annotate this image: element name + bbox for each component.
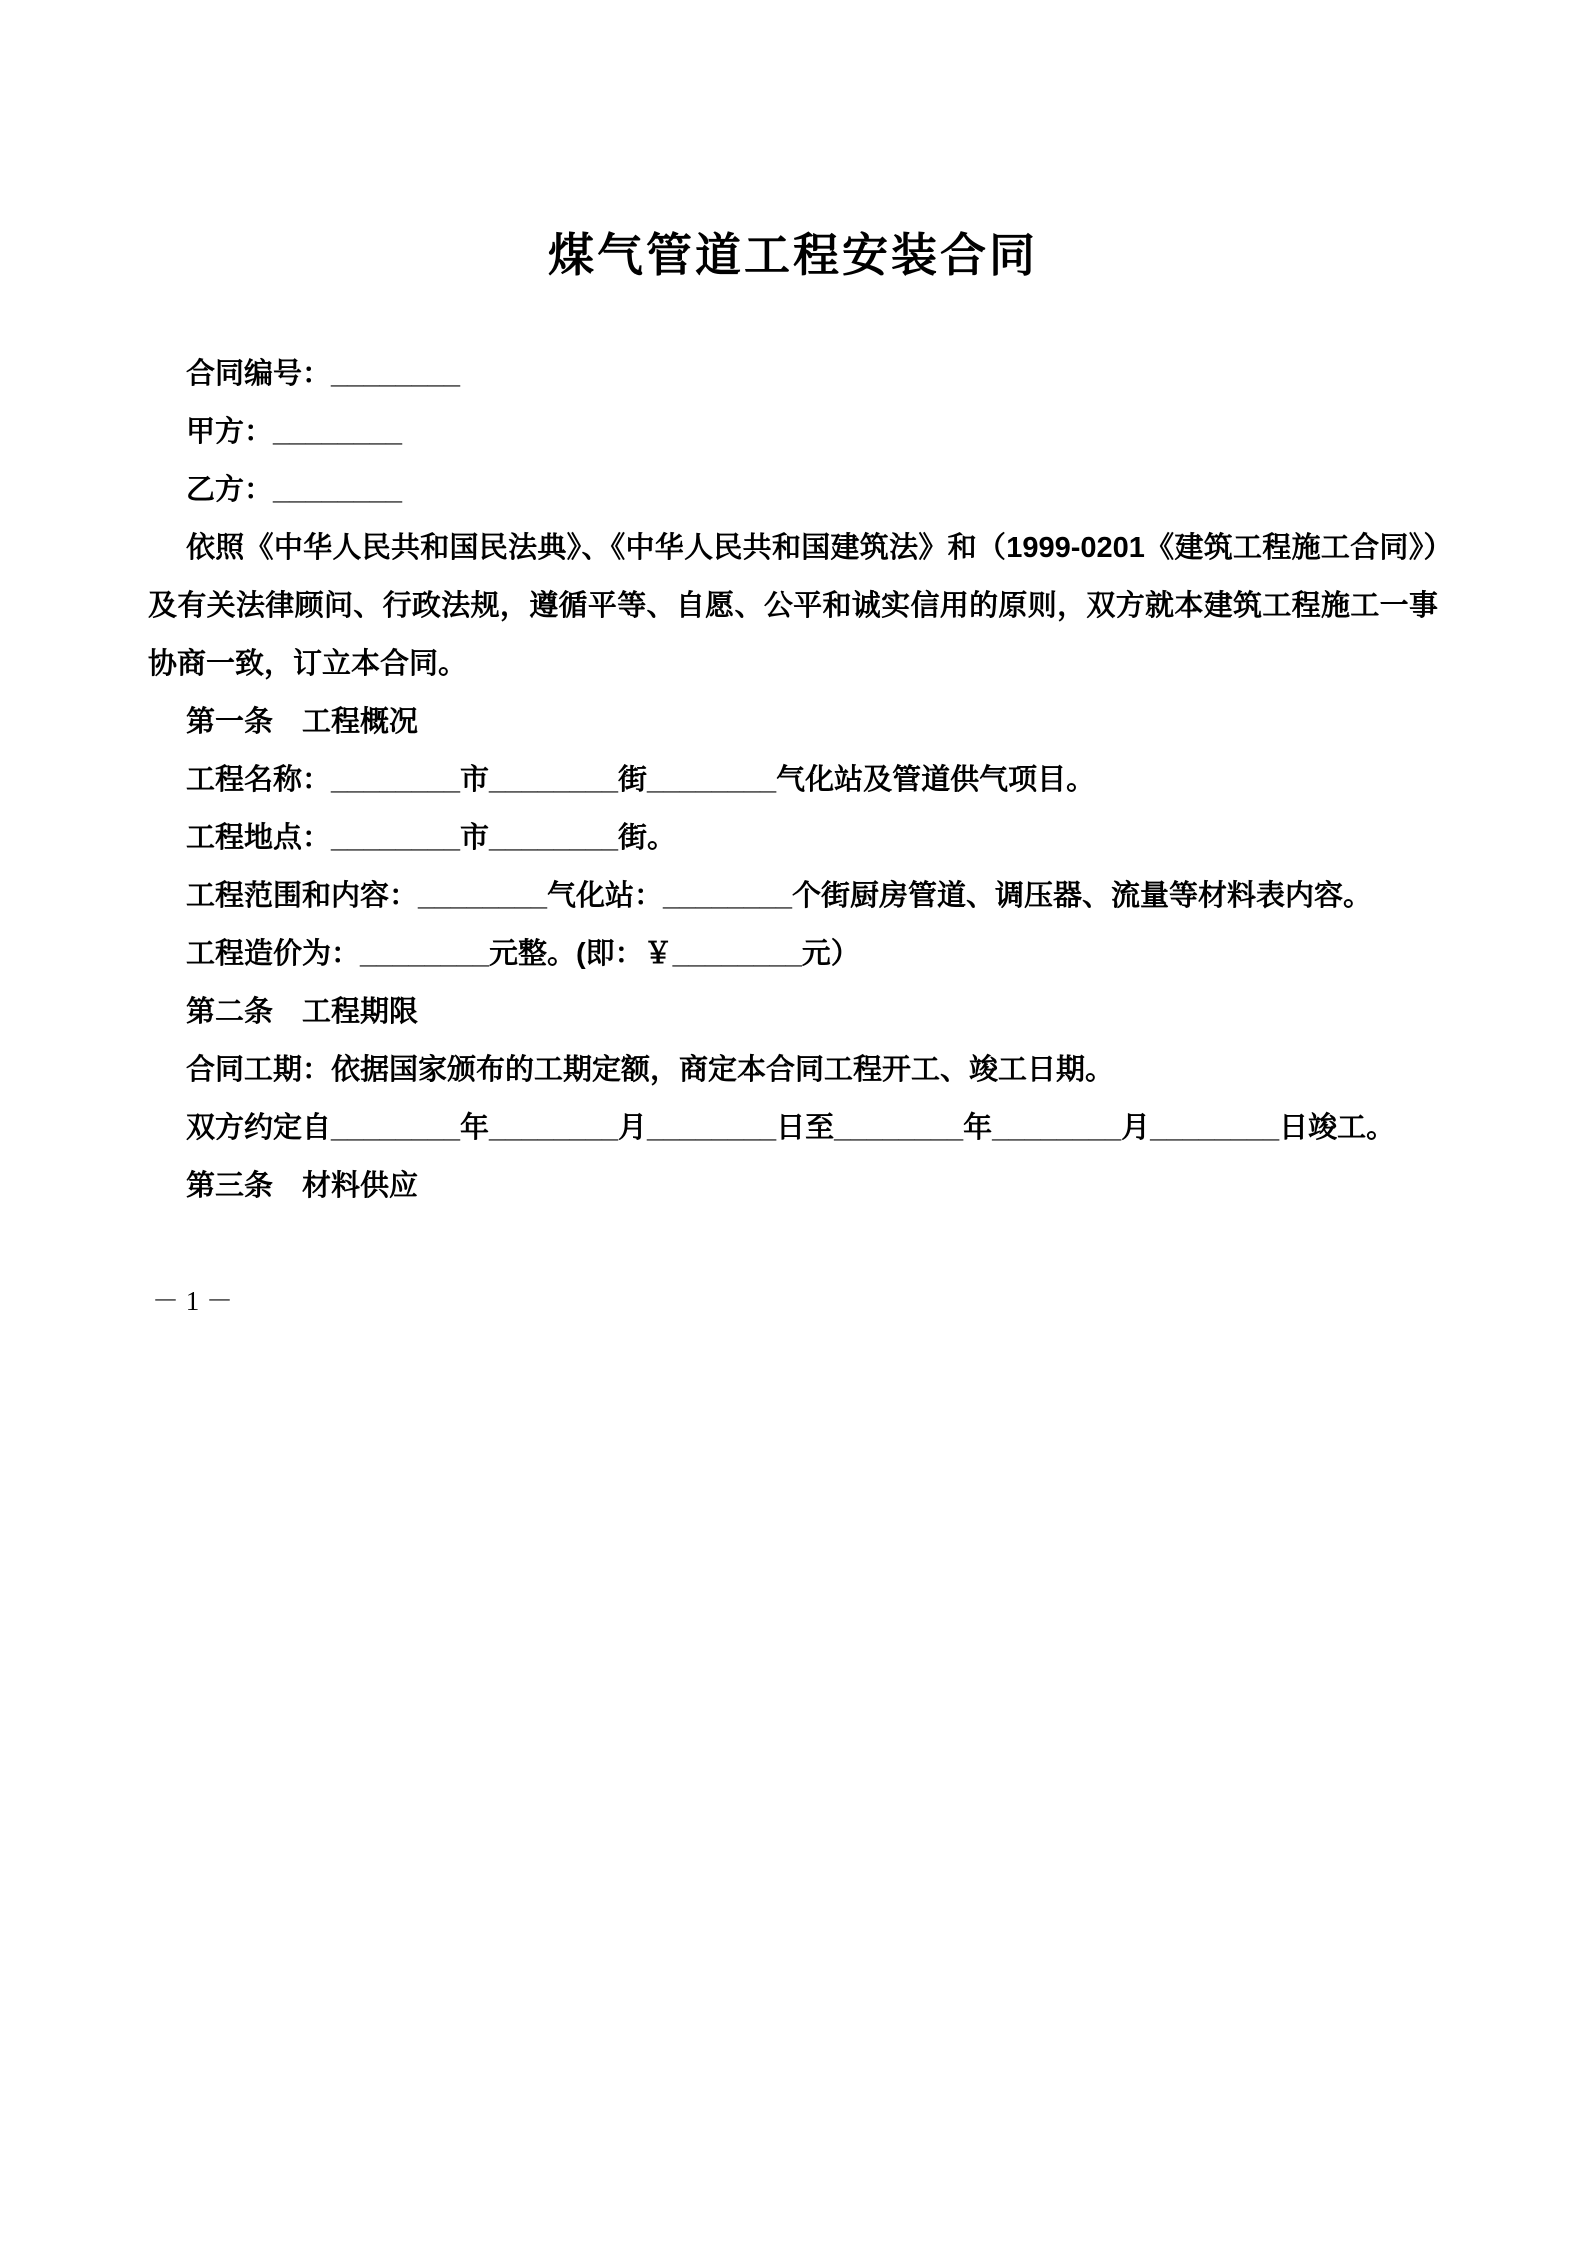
- party-a-line: 甲方：________: [186, 416, 403, 449]
- clause-2-heading: 第二条 工程期限: [186, 996, 419, 1029]
- page-number: － 1 －: [152, 1286, 233, 1317]
- project-location-line: 工程地点：________市________街。: [186, 822, 677, 855]
- project-name-line: 工程名称：________市________街________气化站及管道供气项目。: [186, 764, 1096, 797]
- document-title: 煤气管道工程安装合同: [548, 229, 1038, 281]
- contract-number-line: 合同编号：________: [186, 358, 461, 391]
- contract-duration-line: 合同工期：依据国家颁布的工期定额，商定本合同工程开工、竣工日期。: [186, 1054, 1115, 1087]
- party-b-line: 乙方：________: [186, 474, 403, 507]
- clause-1-heading: 第一条 工程概况: [186, 706, 419, 739]
- document-body: [148, 345, 1438, 1215]
- project-scope-paragraph: 工程范围和内容：________气化站：________个街厨房管道、调压器、流量等材料表内容。: [186, 880, 1373, 913]
- preamble-paragraph: 依照《中华人民共和国民法典》、《中华人民共和国建筑法》和（1999-0201《建筑工程施工合同》）及有关法律顾问、行政法规，遵循平等、自愿、公平和诚实信用的原则，双方就本建筑工程施工一事协商一致，订立本合同。: [148, 532, 1438, 681]
- agreed-dates-paragraph: 双方约定自________年________月________日至________年________月________日竣工。: [186, 1112, 1396, 1145]
- clause-3-heading: 第三条 材料供应: [186, 1170, 419, 1203]
- project-cost-line: 工程造价为：________元整。(即：￥________元）: [186, 938, 860, 971]
